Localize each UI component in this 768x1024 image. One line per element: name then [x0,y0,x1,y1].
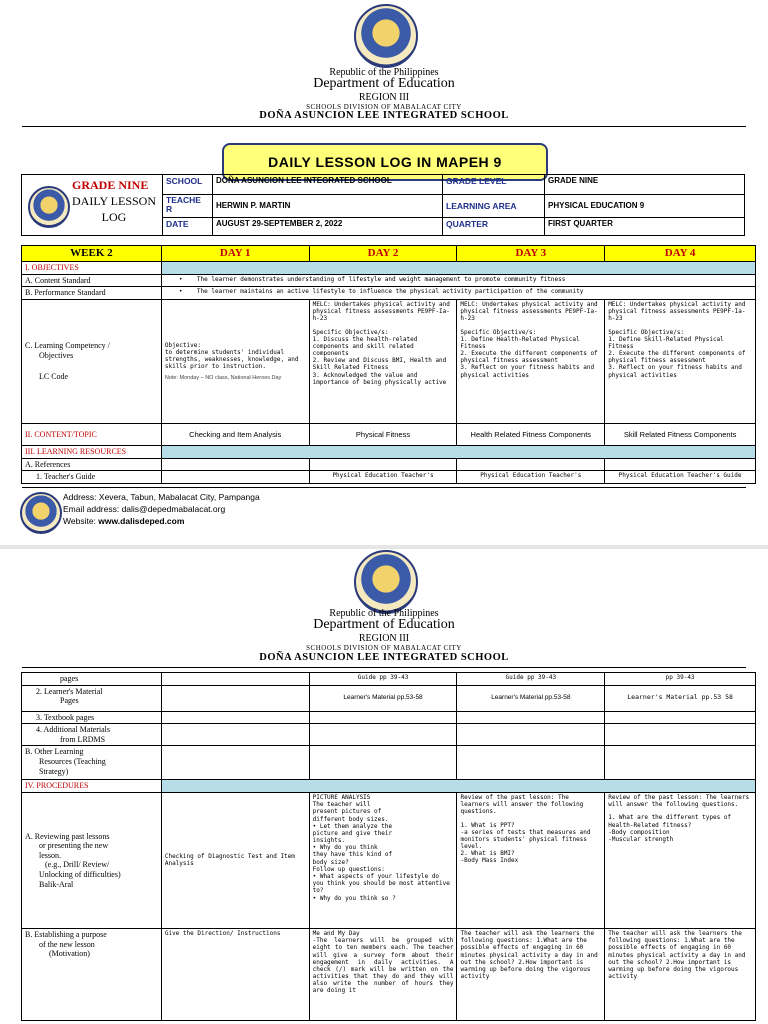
footer [20,490,748,538]
grade-nine-heading: GRADE NINE [72,178,149,192]
content-standard-value: • The learner demonstrates understanding of lifestyle and weight management to promote community fitness [161,274,755,287]
teacher-value: HERWIN P. MARTIN [213,195,443,217]
guide-day2: Guide pp 39-43 [309,673,457,686]
page-separator [0,545,768,549]
grade-level-label: GRADE LEVEL [443,175,545,195]
region-text-2: REGION III [358,633,410,644]
day4-objectives: MELC: Undertakes physical activity and physical fitness assessments PE9PF-Ia-h-23 Specific Objective/s: 1. Define Skill-Related Physical Fitness 2. Execute the different components of physical fitness assessment 3. Reflect on your fitness habits and physical activities [605,299,756,423]
learning-area-value: PHYSICAL EDUCATION 9 [545,195,745,217]
reviewing-label: A. Reviewing past lessons or presenting the new lesson. (e.g., Drill/ Review/ Unlocking of difficulties) Balik-Aral [22,792,162,928]
lm-day1 [161,685,309,711]
purpose-label: B. Establishing a purpose of the new lesson (Motivation) [22,928,162,1020]
content-standard-label: A. Content Standard [22,274,162,287]
lm-day4: Learner's Material pp.53 58 [605,685,756,711]
references-day3 [457,458,605,471]
day3-objectives: MELC: Undertakes physical activity and physical fitness assessments PE9PF-Ia-h-23 Specific Objective/s: 1. Define Health-Related Physical Fitness 2. Execute the different components of physical fitness assessment 3. Reflect on your fitness habits and physical activities [457,299,605,423]
deped-seal-icon [354,4,418,68]
additional-materials-label: 4. Additional Materials from LRDMS [22,724,162,746]
footer-divider [22,487,746,488]
republic-text: Republic of the Philippines [329,67,439,78]
or-day2 [309,746,457,780]
quarter-label: QUARTER [443,217,545,235]
guide-day3: Guide pp 39-43 [457,673,605,686]
info-table [21,174,745,236]
school-name-2: DOÑA ASUNCION LEE INTEGRATED SCHOOL [259,652,509,663]
tb-day2 [309,711,457,724]
other-resources-label: B. Other Learning Resources (Teaching Strategy) [22,746,162,780]
day-header-3: DAY 3 [457,246,605,262]
pages-day1 [161,673,309,686]
tb-day3 [457,711,605,724]
tg-day1 [161,471,309,484]
purpose-day3: The teacher will ask the learners the following questions: 1.What are the possible effects of engaging in 60 minutes physical activity a day in and out the school? 2.How important is warming up before doing the vigorous activity [457,928,605,1020]
day-header-4: DAY 4 [605,246,756,262]
footer-email: Email address: dalis@depedmabalacat.org [63,504,226,514]
header-divider-2 [22,667,746,668]
date-label: DATE [163,217,213,235]
guide-day4: pp 39-43 [605,673,756,686]
purpose-day2: Me and My Day -The learners will be grouped with eight to ten members each. The teacher will give a survey form about their engagement in daily activities. A check (/) mark will be written on the activities that they do and they will also write the number of hours they are doing it [309,928,457,1020]
topic-day4: Skill Related Fitness Components [605,423,756,445]
or-day3 [457,746,605,780]
footer-address: Address: Xevera, Tabun, Mabalacat City, Pampanga [63,492,260,502]
teachers-guide-label: 1. Teacher's Guide [22,471,162,484]
learning-resources-band [161,445,755,458]
document-title: DAILY LESSON LOG IN MAPEH 9 [222,143,548,181]
purpose-day4: The teacher will ask the learners the following questions: 1.What are the possible effects of engaging in 60 minutes physical activity a day in and out the school? 2.How important is warming up before doing the vigorous activity [605,928,756,1020]
performance-standard-value: • The learner maintains an active lifestyle to influence the physical activity participation of the community [161,287,755,300]
day1-objectives: Objective: to determine students' individual strengths, weaknesses, knowledge, and skills prior to instruction. Note: Monday – NO class, National Heroes Day [161,299,309,423]
date-value: AUGUST 29-SEPTEMBER 2, 2022 [213,217,443,235]
procedures-heading: IV. PROCEDURES [22,780,162,793]
competency-label: C. Learning Competency / Objectives LC Code [22,299,162,423]
topic-day2: Physical Fitness [309,423,457,445]
week-header: WEEK 2 [22,246,162,262]
tg-day4: Physical Education Teacher's Guide [605,471,756,484]
procedures-band [161,780,755,793]
tb-day1 [161,711,309,724]
division-text-2: SCHOOLS DIVISION OF MABALACAT CITY [306,644,462,652]
lesson-table-page-1 [21,245,756,484]
school-value: DOÑA ASUNCION LEE INTEGRATED SCHOOL [213,175,443,195]
learning-resources-heading: III. LEARNING RESOURCES [22,445,162,458]
topic-day3: Health Related Fitness Components [457,423,605,445]
textbook-label: 3. Textbook pages [22,711,162,724]
content-topic-heading: II. CONTENT/TOPIC [22,423,162,445]
objectives-band [161,262,755,275]
references-day1 [161,458,309,471]
objectives-heading: I. OBJECTIVES [22,262,162,275]
am-day3 [457,724,605,746]
header-divider [22,126,746,127]
school-name: DOÑA ASUNCION LEE INTEGRATED SCHOOL [259,110,509,121]
lesson-table-page-2 [21,672,756,1021]
or-day4 [605,746,756,780]
pages-label: pages [22,673,162,686]
lm-day3: Learner's Material pp.53-58 [457,685,605,711]
references-day2 [309,458,457,471]
references-label: A. References [22,458,162,471]
review-day1: Checking of Diagnostic Test and Item Analysis [161,792,309,928]
footer-seal-icon [20,492,62,534]
region-text: REGION III [358,92,410,103]
school-label: SCHOOL [163,175,213,195]
dll-heading-2: LOG [101,210,127,224]
day-header-2: DAY 2 [309,246,457,262]
purpose-day1: Give the Direction/ Instructions [161,928,309,1020]
page-two [0,550,768,1024]
day2-objectives: MELC: Undertakes physical activity and physical fitness assessments PE9PF-Ia-h-23 Specific Objective/s: 1. Discuss the health-related components and skill related components 2. Review and Discuss BMI, Health and Skill Related Fitness 3. Acknowledged the value and importance of being physically active [309,299,457,423]
learning-area-label: LEARNING AREA [443,195,545,217]
or-day1 [161,746,309,780]
dll-heading-1: DAILY LESSON [71,194,157,208]
am-day4 [605,724,756,746]
am-day1 [161,724,309,746]
day-header-1: DAY 1 [161,246,309,262]
grade-level-value: GRADE NINE [545,175,745,195]
topic-day1: Checking and Item Analysis [161,423,309,445]
tg-day2: Physical Education Teacher's [309,471,457,484]
tg-day3: Physical Education Teacher's [457,471,605,484]
performance-standard-label: B. Performance Standard [22,287,162,300]
tb-day4 [605,711,756,724]
review-day4: Review of the past lesson: The learners will answer the following questions. 1. What are the different types of Health-Related fitness? -Body composition -Muscular strength [605,792,756,928]
school-seal-icon [28,186,70,228]
department-text: Department of Education [313,76,455,91]
review-day3: Review of the past lesson: The learners will answer the following questions. 1. What is PPT? -a series of tests that measures and monitors students' physical fitness level. 2. What is BMI? -Body Mass Index [457,792,605,928]
info-logo-cell [22,175,163,236]
lm-day2: Learner's Material pp.53-58 [309,685,457,711]
department-text-2: Department of Education [313,617,455,632]
teacher-label: TEACHE R [163,195,213,217]
learners-material-label: 2. Learner's Material Pages [22,685,162,711]
am-day2 [309,724,457,746]
quarter-value: FIRST QUARTER [545,217,745,235]
republic-text-2: Republic of the Philippines [329,608,439,619]
references-day4 [605,458,756,471]
footer-website: Website: www.dalisdeped.com [63,516,185,526]
division-text: SCHOOLS DIVISION OF MABALACAT CITY [306,103,462,111]
deped-seal-icon-2 [354,550,418,614]
review-day2: PICTURE ANALYSIS The teacher will present pictures of different body sizes. • Let them analyze the picture and give their insights. • Why do you think they have this kind of body size? Follow up questions: • What aspects of your lifestyle do you think you should be most attentive to? • Why do you think so ? [309,792,457,928]
